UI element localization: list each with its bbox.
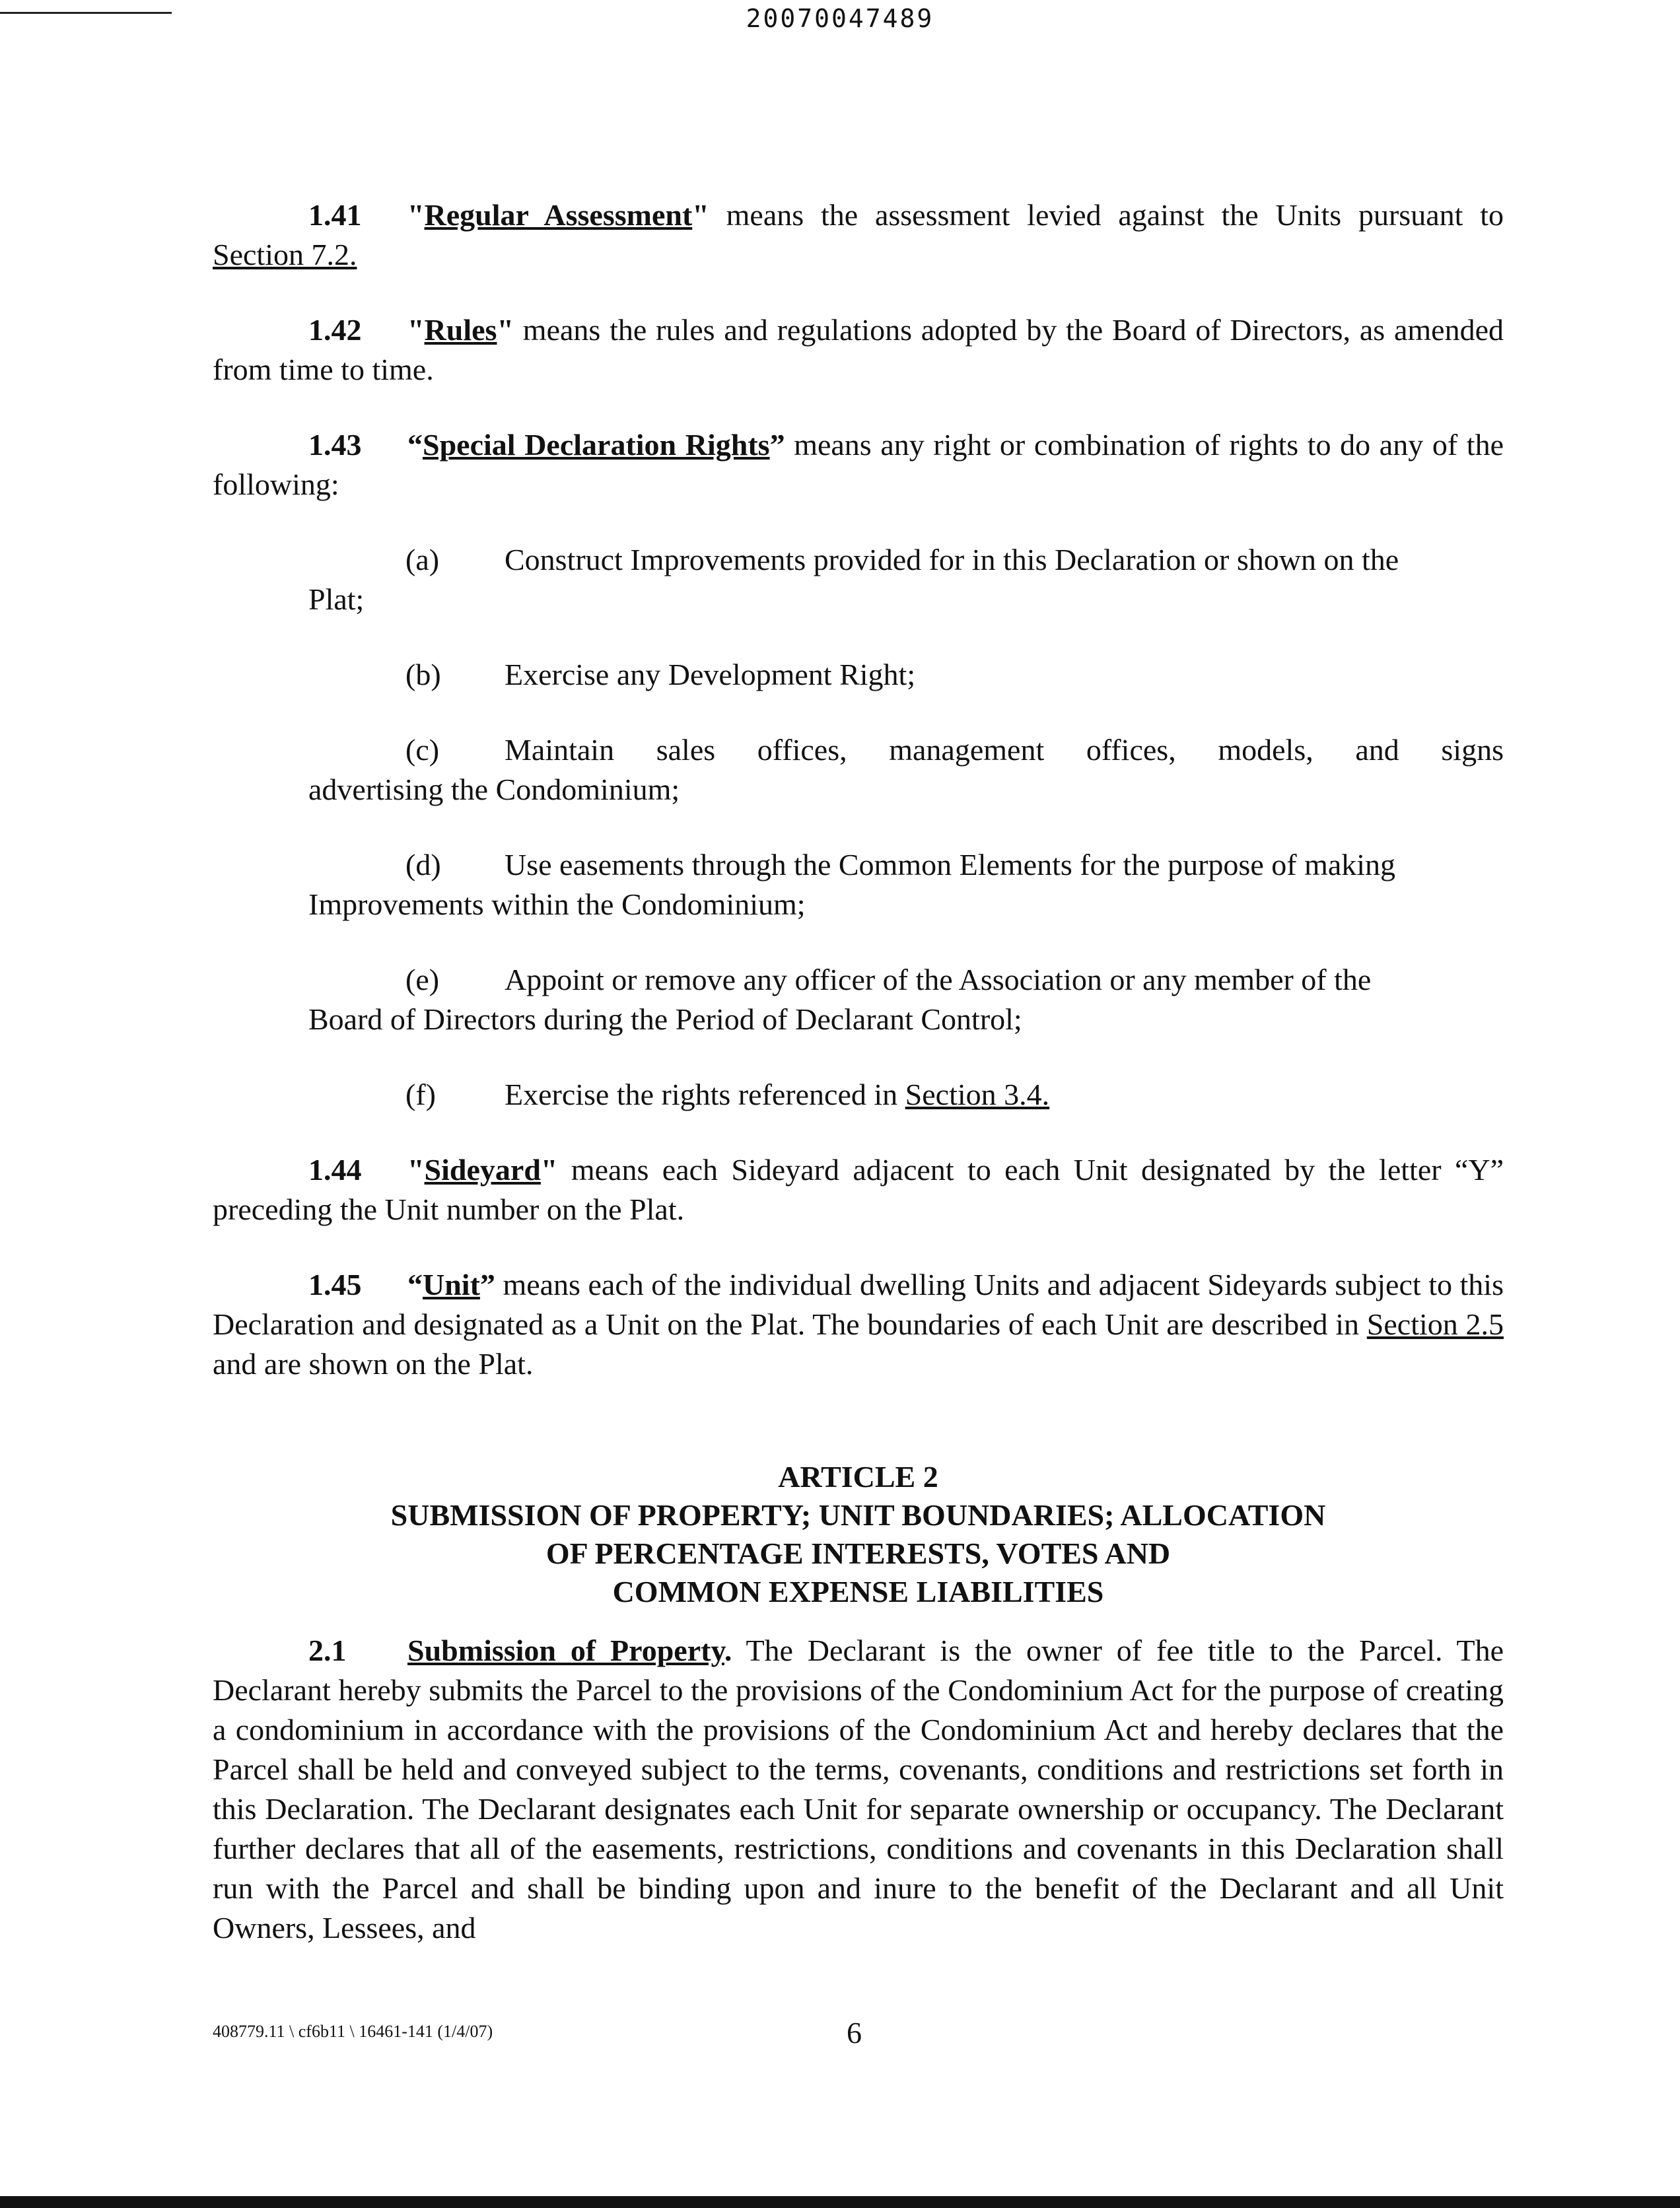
section-2-1 (213, 1631, 1504, 1948)
article-title-line: COMMON EXPENSE LIABILITIES (612, 1575, 1104, 1608)
section-number: 2.1 (308, 1634, 347, 1667)
section-title: Submission of Property. (407, 1634, 732, 1667)
definition-1-43 (213, 425, 1504, 504)
sub-item-letter: (e) (405, 963, 440, 996)
sub-item-letter: (a) (405, 543, 440, 576)
section-text: The Declarant is the owner of fee title to the Parcel. The Declarant hereby submits the Parcel to the provisions of the Condominium Act for the purpose of creating a condominium in accordance with the provisions of the Condominium Act and hereby declares that the Parcel shall be held and conveyed subject to the terms, covenants, conditions and restrictions set forth in this Declaration. The Declarant designates each Unit for separate ownership or occupancy. The Declarant further declares that all of the easements, restrictions, conditions and covenants in this Declaration shall run with the Parcel and shall be binding upon and inure to the benefit of the Declarant and all Unit Owners, Lessees, and (213, 1634, 1504, 1945)
article-number: ARTICLE 2 (778, 1460, 938, 1494)
section-number: 1.41 (308, 198, 362, 232)
sub-item-text: Appoint or remove any officer of the Association or any member of the (505, 963, 1372, 996)
definition-text-end: and are shown on the Plat. (213, 1347, 534, 1381)
sub-item-b (213, 655, 1504, 695)
sub-item-text: Construct Improvements provided for in this Declaration or shown on the (505, 543, 1399, 576)
sub-item-letter: (c) (405, 733, 440, 767)
section-reference: Section 7.2. (213, 238, 357, 271)
defined-term: "Sideyard" (407, 1153, 558, 1187)
scan-artifact-bar (0, 2196, 1680, 2208)
definition-1-45 (213, 1265, 1504, 1384)
section-reference: Section 3.4. (905, 1078, 1050, 1111)
article-heading (213, 1458, 1504, 1611)
definition-text: means any right or combination of rights to do any of the following: (213, 428, 1504, 501)
article-title-line: SUBMISSION OF PROPERTY; UNIT BOUNDARIES; ALLOCATION (390, 1498, 1326, 1532)
sub-item-text: Exercise any Development Right; (505, 658, 916, 691)
definition-text: means each of the individual dwelling Units and adjacent Sideyards subject to this Declaration and designated as a Unit on the Plat. The boundaries of each Unit are described in (213, 1268, 1504, 1341)
sub-item-a (213, 540, 1504, 619)
defined-term: “Unit” (407, 1268, 495, 1301)
definition-text: means each Sideyard adjacent to each Unit designated by the letter “Y” preceding the Unit number on the Plat. (213, 1153, 1504, 1226)
definition-text: means the assessment levied against the Units pursuant to (709, 198, 1504, 232)
section-number: 1.45 (308, 1268, 362, 1301)
section-number: 1.44 (308, 1153, 362, 1187)
sub-item-d (213, 845, 1504, 924)
sub-item-c (213, 730, 1504, 810)
footer-document-reference: 408779.11 \ cf6b11 \ 16461-141 (1/4/07) (213, 2022, 493, 2041)
defined-term: "Rules" (407, 313, 514, 347)
sub-item-letter: (d) (405, 848, 441, 881)
defined-term: "Regular Assessment" (407, 198, 709, 232)
sub-item-continuation: Improvements within the Condominium; (308, 887, 806, 921)
sub-item-continuation: advertising the Condominium; (308, 773, 680, 806)
definition-1-41 (213, 195, 1504, 275)
defined-term: “Special Declaration Rights” (407, 428, 785, 462)
sub-item-text: Maintain sales offices, management offices, models, and signs (505, 733, 1504, 767)
sub-item-e (213, 960, 1504, 1039)
article-title-line: OF PERCENTAGE INTERESTS, VOTES AND (545, 1536, 1171, 1570)
page-number: 6 (847, 2016, 862, 2050)
sub-item-f (213, 1075, 1504, 1115)
sub-item-letter: (f) (405, 1078, 436, 1111)
sub-item-continuation: Plat; (308, 582, 365, 616)
sub-item-letter: (b) (405, 658, 441, 691)
definition-1-42 (213, 310, 1504, 390)
page-body (213, 195, 1504, 1948)
definition-text: means the rules and regulations adopted by the Board of Directors, as amended from time to time. (213, 313, 1504, 386)
sub-item-text: Exercise the rights referenced in (505, 1078, 905, 1111)
section-number: 1.43 (308, 428, 362, 462)
section-number: 1.42 (308, 313, 362, 347)
sub-item-text: Use easements through the Common Elements for the purpose of making (505, 848, 1396, 881)
section-reference: Section 2.5 (1366, 1307, 1504, 1341)
definition-1-44 (213, 1150, 1504, 1229)
recording-number: 20070047489 (746, 4, 934, 33)
sub-item-continuation: Board of Directors during the Period of Declarant Control; (308, 1002, 1022, 1036)
